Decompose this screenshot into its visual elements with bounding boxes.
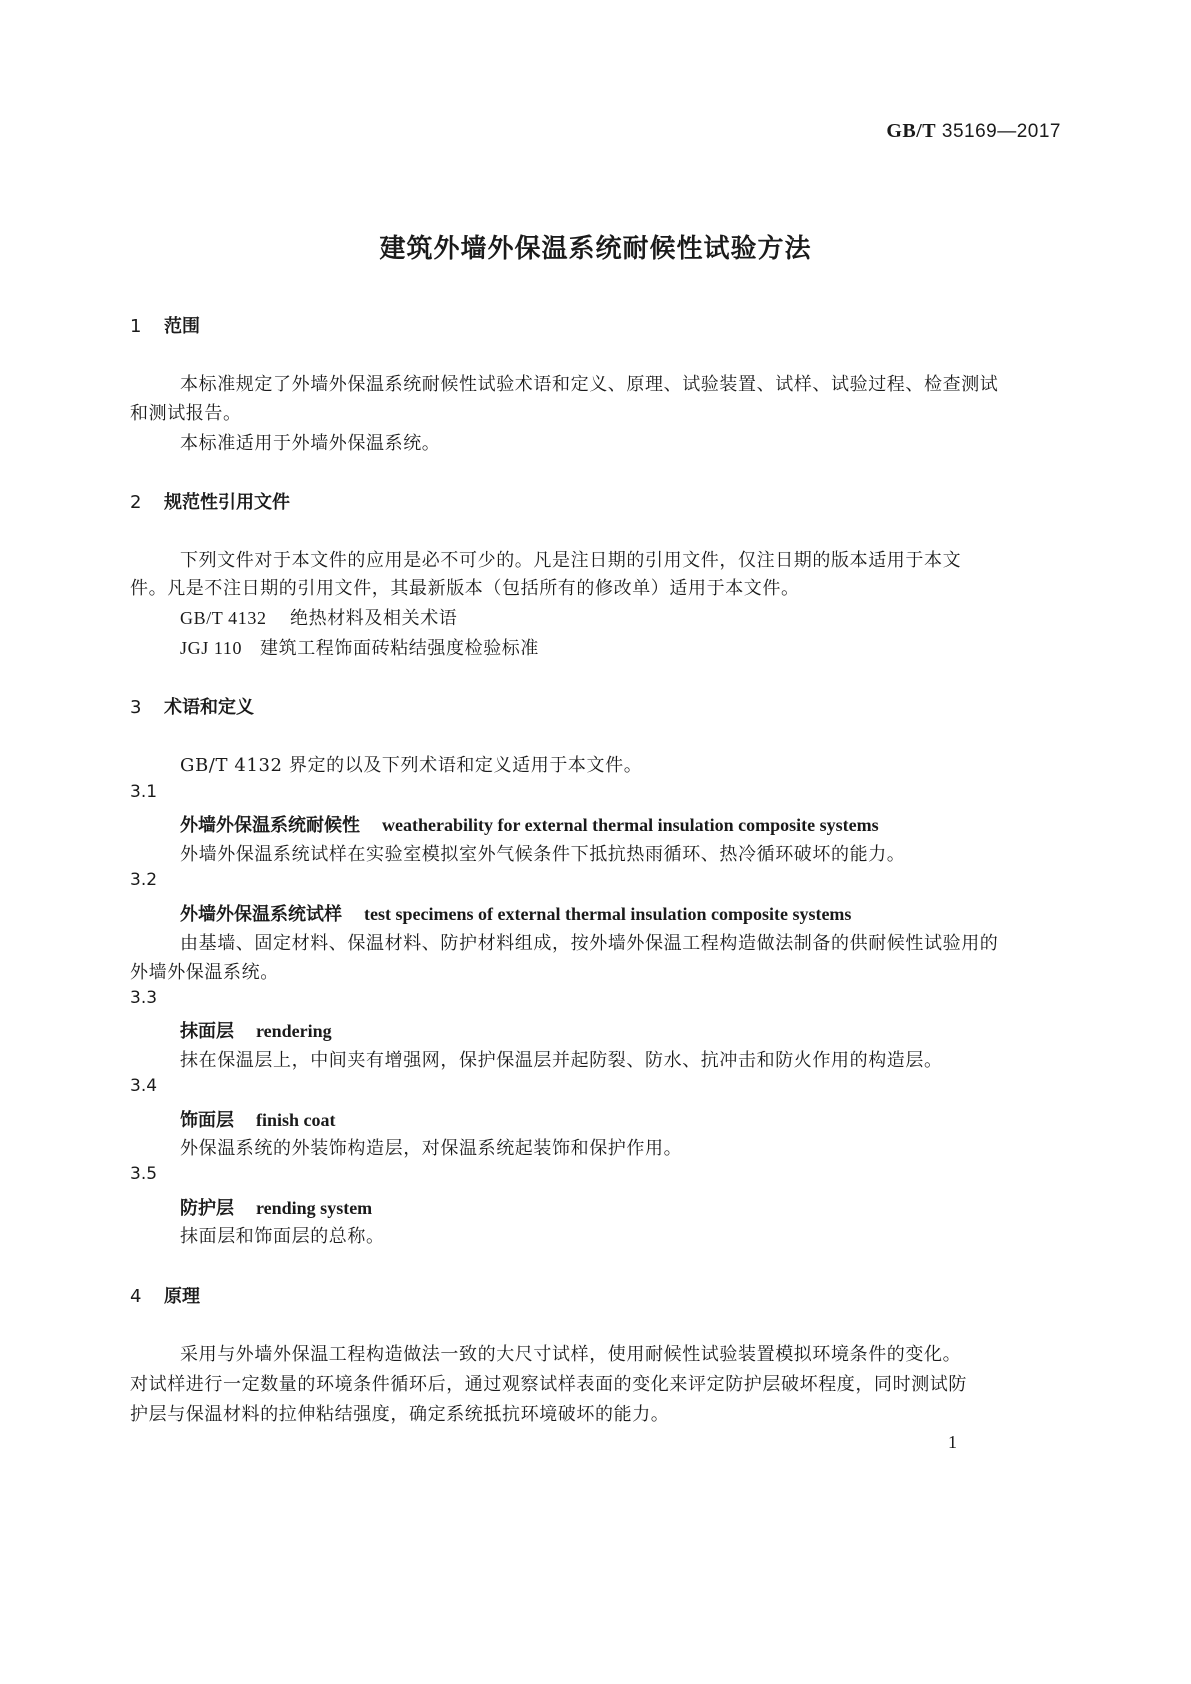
term-3-4-definition: 外保温系统的外装饰构造层，对保温系统起装饰和保护作用。 <box>180 1138 683 1159</box>
term-3-5 <box>180 1194 372 1220</box>
normative-reference-1 <box>180 604 457 630</box>
section-3-title: 术语和定义 <box>164 697 254 718</box>
section-1-heading <box>130 312 200 338</box>
term-3-2-english: test specimens of external thermal insulation composite systems <box>364 904 852 924</box>
page-number: 1 <box>948 1432 957 1452</box>
term-3-3-chinese: 抹面层 <box>180 1021 234 1042</box>
section-2-title: 规范性引用文件 <box>164 492 290 513</box>
term-3-3-english: rendering <box>256 1021 332 1041</box>
term-3-4-english: finish coat <box>256 1110 336 1130</box>
term-3-1 <box>180 811 879 837</box>
term-3-1-chinese: 外墙外保温系统耐候性 <box>180 815 360 836</box>
reference-1-code: GB/T 4132 <box>180 608 267 628</box>
reference-1-title: 绝热材料及相关术语 <box>290 608 458 629</box>
section-1-para-1-line-1: 本标准规定了外墙外保温系统耐候性试验术语和定义、原理、试验装置、试样、试验过程、检查测试 <box>180 374 999 395</box>
section-4-line-2: 对试样进行一定数量的环境条件循环后，通过观察试样表面的变化来评定防护层破坏程度，同时测试防 <box>130 1374 967 1395</box>
term-3-1-number: 3.1 <box>130 782 158 802</box>
term-3-1-definition: 外墙外保温系统试样在实验室模拟室外气候条件下抵抗热雨循环、热冷循环破坏的能力。 <box>180 844 906 865</box>
reference-2-code: JGJ 110 <box>180 638 243 658</box>
term-3-3 <box>180 1017 332 1043</box>
section-4-line-3: 护层与保温材料的拉伸粘结强度，确定系统抵抗环境破坏的能力。 <box>130 1404 670 1425</box>
term-3-2 <box>180 900 851 926</box>
section-2-para-1-line-1: 下列文件对于本文件的应用是必不可少的。凡是注日期的引用文件，仅注日期的版本适用于本文 <box>180 550 962 571</box>
term-3-5-number: 3.5 <box>130 1164 158 1184</box>
section-4-title: 原理 <box>164 1286 200 1307</box>
term-3-4-number: 3.4 <box>130 1076 158 1096</box>
document-title: 建筑外墙外保温系统耐候性试验方法 <box>379 234 812 264</box>
section-4-number: 4 <box>130 1286 142 1307</box>
standard-code-prefix: GB/T <box>886 120 937 142</box>
section-2-heading <box>130 488 290 514</box>
term-3-3-number: 3.3 <box>130 988 158 1008</box>
term-3-1-english: weatherability for external thermal insulation composite systems <box>382 815 879 835</box>
standard-code <box>886 120 1061 143</box>
term-3-2-chinese: 外墙外保温系统试样 <box>180 904 342 925</box>
term-3-2-definition-line-2: 外墙外保温系统。 <box>130 962 279 983</box>
standard-code-number: 35169—2017 <box>936 121 1061 142</box>
term-3-2-number: 3.2 <box>130 870 158 890</box>
term-3-5-chinese: 防护层 <box>180 1198 234 1219</box>
section-3-intro: GB/T 4132 界定的以及下列术语和定义适用于本文件。 <box>180 755 643 776</box>
term-3-2-definition-line-1: 由基墙、固定材料、保温材料、防护材料组成，按外墙外保温工程构造做法制备的供耐候性试验用的 <box>180 933 999 954</box>
section-4-heading <box>130 1282 200 1308</box>
section-2-para-1-line-2: 件。凡是不注日期的引用文件，其最新版本（包括所有的修改单）适用于本文件。 <box>130 578 800 599</box>
section-3-heading <box>130 693 254 719</box>
term-3-4-chinese: 饰面层 <box>180 1110 234 1131</box>
section-1-para-1-line-2: 和测试报告。 <box>130 403 242 424</box>
section-1-title: 范围 <box>164 316 200 337</box>
term-3-3-definition: 抹在保温层上，中间夹有增强网，保护保温层并起防裂、防水、抗冲击和防火作用的构造层。 <box>180 1050 943 1071</box>
section-1-para-2: 本标准适用于外墙外保温系统。 <box>180 433 441 454</box>
term-3-5-english: rending system <box>256 1198 373 1218</box>
normative-reference-2 <box>180 634 539 660</box>
reference-2-title: 建筑工程饰面砖粘结强度检验标准 <box>260 638 539 659</box>
section-3-number: 3 <box>130 697 142 718</box>
section-4-line-1: 采用与外墙外保温工程构造做法一致的大尺寸试样，使用耐候性试验装置模拟环境条件的变化。 <box>180 1344 962 1365</box>
term-3-5-definition: 抹面层和饰面层的总称。 <box>180 1226 385 1247</box>
section-2-number: 2 <box>130 492 142 513</box>
section-1-number: 1 <box>130 316 142 337</box>
term-3-4 <box>180 1106 336 1132</box>
